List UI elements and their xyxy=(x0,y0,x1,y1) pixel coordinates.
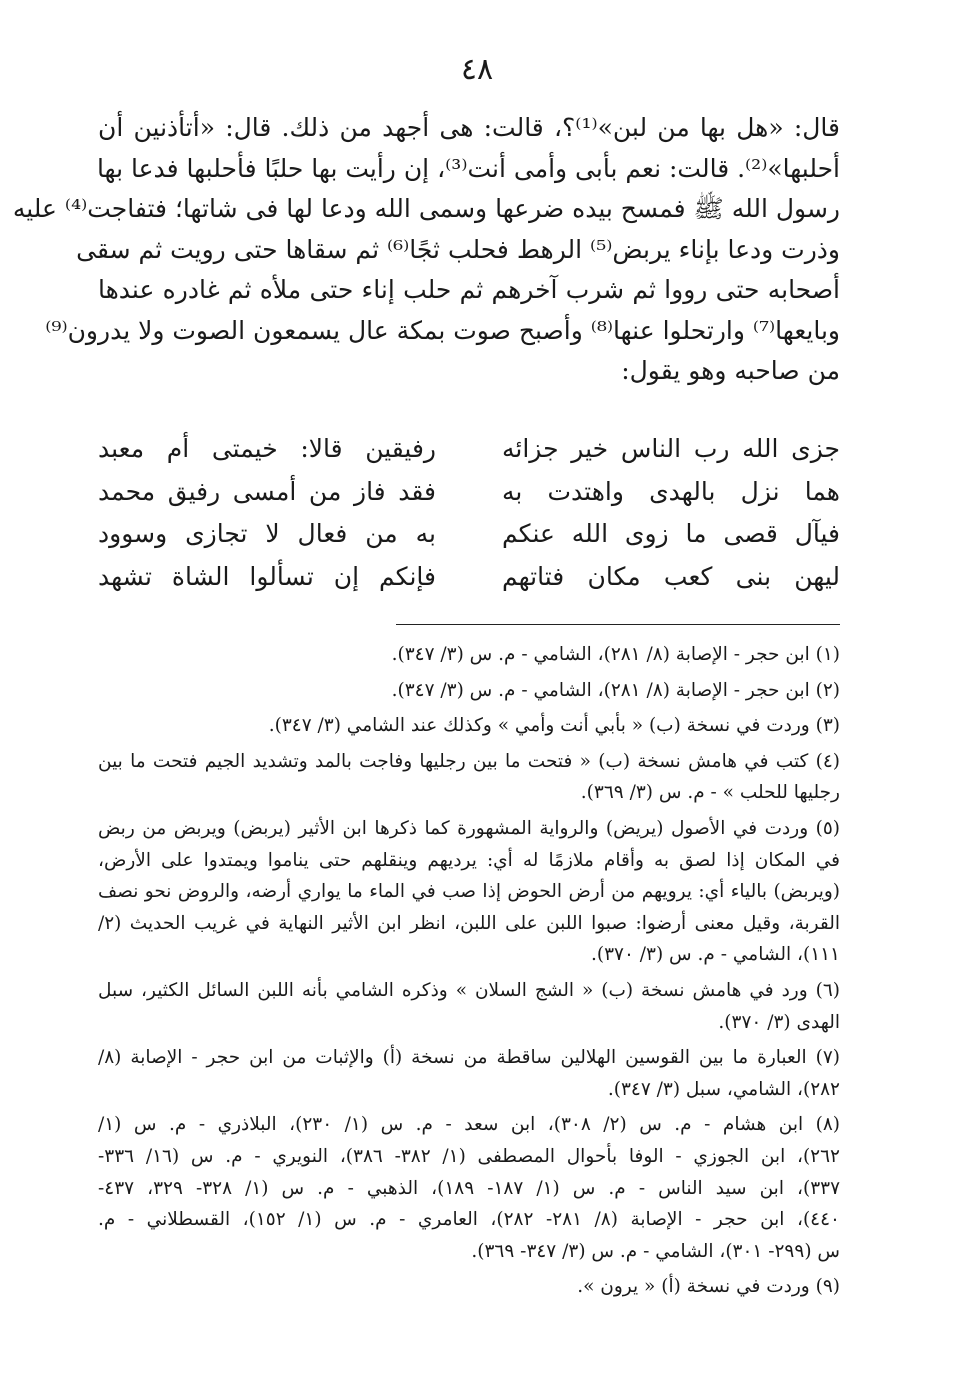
footnote-line: س (٢٩٩- ٣٠١)، الشامي - م. س (٣/ ٣٤٧- ٣٦٩). xyxy=(471,1240,840,1262)
poem-verse xyxy=(98,513,840,556)
footnote-line: (٩) وردت في نسخة (أ) « يرون ». xyxy=(577,1276,840,1298)
footnote-line: (٧) العبارة ما بين القوسين الهلالين ساقطة من نسخة (أ) والإثبات من ابن حجر - الإصابة (٨/ xyxy=(98,1047,840,1069)
main-text-line: أحلبها»⁽²⁾. قالت: نعم بأبى وأمى أنت⁽³⁾، إن رأيت بها حلبًا فأحلبها فدعا بها xyxy=(96,153,840,183)
footnote xyxy=(98,975,840,1038)
footnote-line: (١) ابن حجر - الإصابة (٨/ ٢٨١)، الشامي - م. س (٣/ ٣٤٧). xyxy=(391,644,840,665)
main-text-block xyxy=(12,108,840,392)
footnote xyxy=(98,1271,840,1303)
poem-verse xyxy=(98,428,840,471)
main-text-line: قال: «هل بها من لبن»⁽¹⁾؟، قالت: هى أجهد من ذلك. قال: «أتأذنين أن xyxy=(98,113,840,142)
footnote-line: ٢٦٢)، ابن الجوزي - الوفا بأحوال المصطفى (١/ ٣٨٢- ٣٨٦)، النويري - م. س (١٦/ ٣٣٦- xyxy=(98,1145,840,1167)
first-hemistich: هما نزل بالهدى واهتدت به xyxy=(502,476,840,506)
main-text-line: رسول الله ﷺ فمسح بيده ضرعها وسمى الله ودعا لها فى شاتها؛ فتفاجت⁽⁴⁾ عليه xyxy=(12,194,840,223)
footnote-line: (ويربض) بالياء أي: يرويهم من أرض الحوض إذا صب في الماء ما يواري أرضه، والروض نحو نصف xyxy=(98,881,840,903)
main-text-line: من صاحبه وهو يقول: xyxy=(621,356,840,385)
page-number: ٤٨ xyxy=(460,52,494,87)
footnote-line: (٤) كتب في هامش نسخة (ب) « فتحت ما بين رجليها وفاجت بالمد وتشديد الجيم فتحت ما بين xyxy=(98,750,840,772)
main-text-line: وذرت ودعا بإناء يربض⁽⁵⁾ الرهط فحلب ثجًا⁽⁶⁾ ثم سقاها حتى رويت ثم سقى xyxy=(76,234,840,264)
poem-verse xyxy=(98,556,840,599)
footnote-line: ٢٨٢)، الشامي، سبل (٣/ ٣٤٧). xyxy=(607,1078,840,1100)
footnotes-block xyxy=(98,639,840,1303)
footnote-line: ٤٤٠)، ابن حجر - الإصابة (٨/ ٢٨١- ٢٨٢)، العامري - م. س (١/ ١٥٢)، القسطلاني - م. xyxy=(98,1209,840,1231)
second-hemistich: فإنكم إن تسألوا الشاة تشهد xyxy=(98,561,436,591)
main-text-line: أصحابه حتى رووا ثم شرب آخرهم ثم حلب إناء حتى ملأه ثم غادره عندها xyxy=(98,275,840,304)
footnote xyxy=(98,1109,840,1267)
footnote-separator xyxy=(396,624,840,625)
footnote-line: الهدى (٣/ ٣٧٠). xyxy=(718,1011,840,1033)
second-hemistich: فقد فاز من أمسى رفيق محمد xyxy=(98,476,436,506)
first-hemistich: جزى الله رب الناس خير جزائه xyxy=(502,434,840,463)
first-hemistich: فيآل قصى ما زوى الله عنكم xyxy=(502,519,840,548)
poem-block xyxy=(98,428,840,598)
footnote-line: (٦) ورد في هامش نسخة (ب) « الشج السلان » وذكره الشامي بأنه اللبن السائل الكثير، سبل xyxy=(98,979,840,1001)
footnote xyxy=(98,813,840,971)
footnote-line: (٣) وردت في نسخة (ب) « بأبي أنت وأمي » وكذلك عند الشامي (٣/ ٣٤٧). xyxy=(268,715,840,737)
second-hemistich: به من فعال لا تجازى وسوود xyxy=(98,519,436,548)
footnote-line: ٣٣٧)، ابن سيد الناس - م. س (١/ ١٨٧- ١٨٩)، الذهبي - م. س (١/ ٣٢٨- ٣٢٩، ٤٣٧- xyxy=(98,1177,841,1199)
footnote-line: رجليها للحلب » - م. س (٣/ ٣٦٩). xyxy=(580,782,840,804)
second-hemistich: رفيقين قالا: خيمتى أم معبد xyxy=(98,434,436,463)
footnote xyxy=(98,639,840,671)
main-text-line: وبايعها⁽⁷⁾ وارتحلوا عنها⁽⁸⁾ وأصبح صوت بمكة عال يسمعون الصوت ولا يدرون⁽⁹⁾ xyxy=(45,315,840,345)
footnote xyxy=(98,710,840,742)
footnote-line: (٨) ابن هشام - م. س (٢/ ٣٠٨)، ابن سعد - م. س (١/ ٢٣٠)، البلاذري - م. س (١/ xyxy=(98,1114,841,1136)
poem-verse xyxy=(98,471,840,514)
footnote-line: (٢) ابن حجر - الإصابة (٨/ ٢٨١)، الشامي - م. س (٣/ ٣٤٧). xyxy=(391,679,840,701)
footnote-line: (٥) وردت في الأصول (يريض) والرواية المشهورة كما ذكرها ابن الأثير (يربض) ويربض من ربض xyxy=(98,817,840,839)
footnote-line: في المكان إذا لصق به وأقام ملازمًا له أي: يرديهم وينقلهم حتى يناموا ويمتدوا على الأرض، xyxy=(98,849,840,871)
footnote xyxy=(98,746,840,809)
footnote xyxy=(98,675,840,707)
first-hemistich: ليهن بنى كعب مكان فتاتهم xyxy=(502,561,840,591)
footnote xyxy=(98,1042,840,1105)
footnote-line: القربة، وقيل معنى أرضوا: صبوا اللبن على اللبن، انظر ابن الأثير النهاية في غريب الحديث (٢/ xyxy=(98,912,840,934)
footnote-line: ١١١)، الشامي - م. س (٣/ ٣٧٠). xyxy=(590,944,840,966)
